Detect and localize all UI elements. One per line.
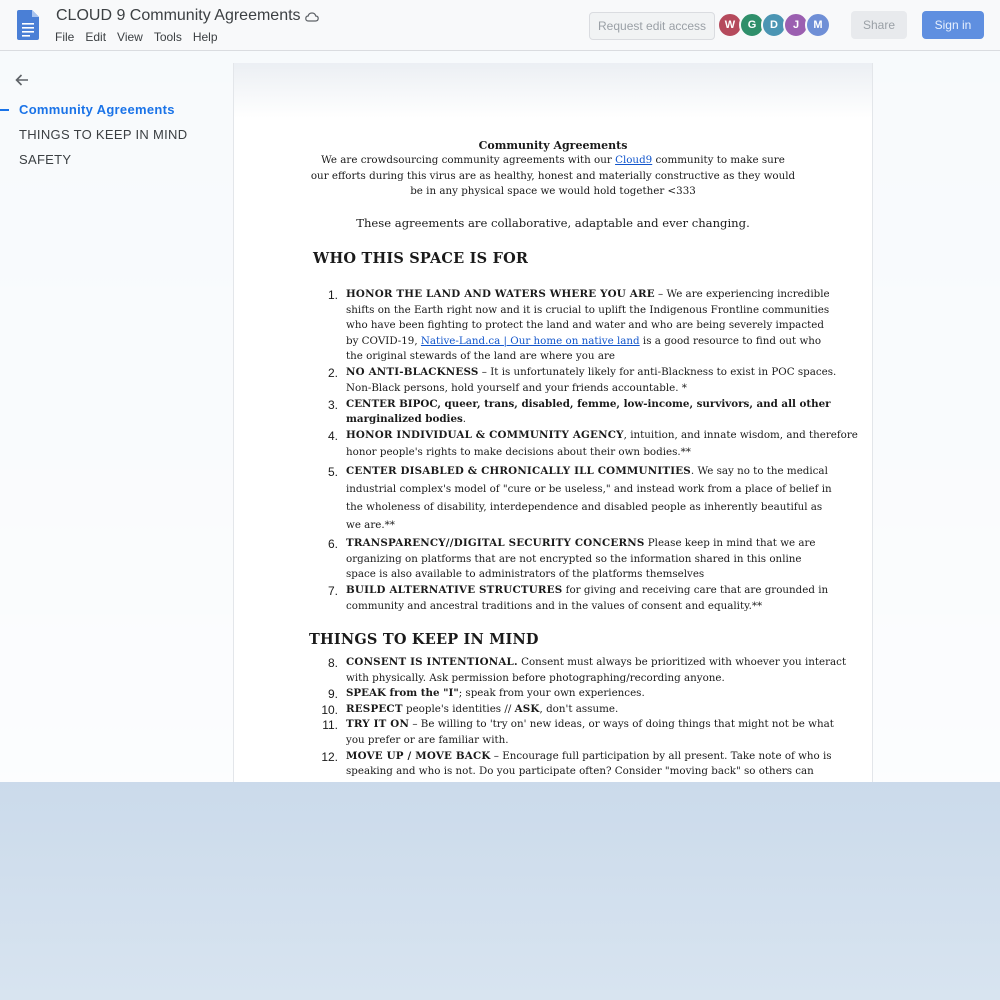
list-number: 11. bbox=[322, 718, 338, 732]
share-button[interactable]: Share bbox=[851, 11, 907, 39]
intro-line: our efforts during this virus are as healthy, honest and materially constructive as they would bbox=[310, 170, 796, 182]
list-item: TRANSPARENCY//DIGITAL SECURITY CONCERNS Please keep in mind that we are bbox=[346, 537, 816, 549]
list-number: 8. bbox=[327, 656, 338, 670]
menu-file[interactable]: File bbox=[55, 30, 75, 44]
list-item-line: honor people's rights to make decisions about their own bodies.** bbox=[346, 446, 691, 458]
list-number: 7. bbox=[327, 584, 338, 598]
list-item: BUILD ALTERNATIVE STRUCTURES for giving and receiving care that are grounded in bbox=[346, 584, 829, 596]
list-item: CENTER BIPOC, queer, trans, disabled, femme, low-income, survivors, and all other bbox=[346, 398, 831, 410]
request-edit-access-button[interactable]: Request edit access bbox=[589, 12, 715, 40]
list-number: 12. bbox=[321, 750, 338, 764]
list-item-line: organizing on platforms that are not encrypted so the information shared in this online bbox=[346, 553, 802, 565]
list-item-line: space is also available to administrators of the platforms themselves bbox=[346, 568, 705, 580]
avatar[interactable]: J bbox=[783, 12, 809, 38]
native-land-link[interactable]: Native-Land.ca | Our home on native land bbox=[420, 335, 640, 347]
doc-title: Community Agreements bbox=[478, 139, 628, 152]
outline-item-safety[interactable]: SAFETY bbox=[19, 152, 72, 167]
docs-logo-icon[interactable] bbox=[17, 10, 39, 40]
avatar[interactable]: G bbox=[739, 12, 765, 38]
list-number: 10. bbox=[321, 703, 338, 717]
list-item-line: the original stewards of the land are where you are bbox=[346, 350, 615, 362]
list-item: HONOR THE LAND AND WATERS WHERE YOU ARE – We are experiencing incredible bbox=[346, 288, 830, 300]
list-item-line: marginalized bodies. bbox=[346, 413, 467, 425]
list-item-line: speaking and who is not. Do you participate often? Consider "moving back" so others can bbox=[346, 765, 814, 777]
list-item-line: shifts on the Earth right now and it is crucial to uplift the Indigenous Frontline communities bbox=[346, 304, 830, 316]
doc-subtitle: These agreements are collaborative, adaptable and ever changing. bbox=[356, 216, 750, 230]
intro-line: We are crowdsourcing community agreements with our Cloud9 community to make sure bbox=[321, 154, 785, 166]
section-heading-things-to-keep-in-mind: THINGS TO KEEP IN MIND bbox=[309, 631, 539, 648]
list-item-line: community and ancestral traditions and in the values of consent and equality.** bbox=[346, 600, 763, 612]
list-item-line: with physically. Ask permission before photographing/recording anyone. bbox=[346, 672, 725, 684]
menu-edit[interactable]: Edit bbox=[85, 30, 107, 44]
avatar[interactable]: D bbox=[761, 12, 787, 38]
top-bar bbox=[0, 0, 1000, 51]
list-item-line: Non-Black persons, hold yourself and your friends accountable. * bbox=[346, 382, 687, 394]
menu-bar bbox=[55, 30, 218, 44]
list-item: CENTER DISABLED & CHRONICALLY ILL COMMUNITIES. We say no to the medical bbox=[346, 465, 828, 477]
menu-view[interactable]: View bbox=[117, 30, 143, 44]
list-number: 2. bbox=[327, 366, 338, 380]
sign-in-button[interactable]: Sign in bbox=[922, 11, 984, 39]
list-item-line: we are.** bbox=[346, 519, 395, 531]
list-item: NO ANTI-BLACKNESS – It is unfortunately likely for anti-Blackness to exist in POC spaces. bbox=[346, 366, 837, 378]
intro-line: be in any physical space we would hold together <333 bbox=[410, 185, 696, 197]
list-item: HONOR INDIVIDUAL & COMMUNITY AGENCY, intuition, and innate wisdom, and therefore bbox=[346, 429, 858, 441]
list-number: 6. bbox=[327, 537, 338, 551]
cloud9-link[interactable]: Cloud9 bbox=[615, 154, 653, 166]
list-item: RESPECT people's identities // ASK, don't assume. bbox=[346, 703, 619, 715]
document-page[interactable] bbox=[233, 63, 873, 782]
section-heading-who-this-space-is-for: WHO THIS SPACE IS FOR bbox=[313, 250, 529, 267]
cloud-saved-icon[interactable] bbox=[305, 10, 319, 28]
back-arrow-icon[interactable] bbox=[14, 72, 30, 93]
list-item-line: by COVID-19, Native-Land.ca | Our home on native land is a good resource to find out who bbox=[346, 335, 822, 347]
page-top-shade bbox=[234, 63, 872, 118]
outline-active-marker bbox=[0, 109, 9, 111]
outline-item-things-to-keep-in-mind[interactable]: THINGS TO KEEP IN MIND bbox=[19, 127, 188, 142]
list-number: 1. bbox=[327, 288, 338, 302]
avatar[interactable]: M bbox=[805, 12, 831, 38]
menu-tools[interactable]: Tools bbox=[153, 30, 182, 44]
avatar[interactable]: W bbox=[717, 12, 743, 38]
list-item-line: who have been fighting to protect the land and water and who are being severely impacted bbox=[346, 319, 824, 331]
list-item: TRY IT ON – Be willing to 'try on' new ideas, or ways of doing things that might not be what bbox=[346, 718, 834, 730]
list-number: 3. bbox=[327, 398, 338, 412]
outline-item-community-agreements[interactable]: Community Agreements bbox=[19, 102, 175, 117]
document-title[interactable]: CLOUD 9 Community Agreements bbox=[56, 7, 301, 24]
list-item: MOVE UP / MOVE BACK – Encourage full participation by all present. Take note of who is bbox=[346, 750, 832, 762]
list-number: 4. bbox=[327, 429, 338, 443]
list-number: 9. bbox=[327, 687, 338, 701]
list-item-line: the wholeness of disability, interdependence and disabled people as inherently beautiful as bbox=[346, 501, 823, 513]
list-item: SPEAK from the "I"; speak from your own experiences. bbox=[346, 687, 645, 699]
list-item-line: industrial complex's model of "cure or be useless," and instead work from a place of belief in bbox=[346, 483, 832, 495]
list-item: CONSENT IS INTENTIONAL. Consent must always be prioritized with whoever you interact bbox=[346, 656, 847, 668]
menu-help[interactable]: Help bbox=[192, 30, 218, 44]
list-number: 5. bbox=[327, 465, 338, 479]
list-item-line: you prefer or are familiar with. bbox=[346, 734, 509, 746]
